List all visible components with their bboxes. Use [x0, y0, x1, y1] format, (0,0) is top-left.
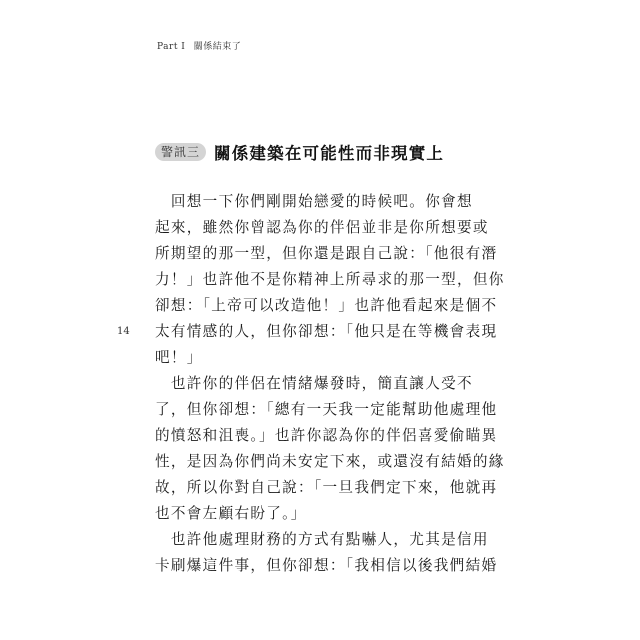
- running-head-part: Part I: [157, 42, 186, 52]
- body-line: 卻想：「上帝可以改造他！」也許他看起來是個不: [155, 297, 498, 314]
- body-line: 卡刷爆這件事，但你卻想：「我相信以後我們結婚: [155, 557, 498, 574]
- body-line: 回想一下你們剛開始戀愛的時候吧。你會想: [155, 193, 473, 210]
- body-line: 太有情感的人，但你卻想：「他只是在等機會表現: [155, 323, 498, 340]
- body-line: 力！」也許他不是你精神上所尋求的那一型，但你: [155, 271, 505, 288]
- body-line: 了，但你卻想：「總有一天我一定能幫助他處理他: [155, 401, 498, 418]
- section-title: 關係建築在可能性而非現實上: [214, 144, 445, 163]
- body-line: 吧！」: [155, 349, 203, 366]
- body-line: 也許你的伴侶在情緒爆發時，簡直讓人受不: [155, 375, 473, 392]
- body-line: 也不會左顧右盼了。」: [155, 505, 307, 522]
- body-line: 性，是因為你們尚未安定下來，或還沒有結婚的緣: [155, 453, 505, 470]
- body-line: 的憤怒和沮喪。」也許你認為你的伴侶喜愛偷瞄異: [155, 427, 498, 444]
- warning-badge: 警訊三: [155, 143, 206, 161]
- body-line: 也許他處理財務的方式有點嚇人，尤其是信用: [155, 531, 489, 548]
- body-line: 故，所以你對自己說：「一旦我們定下來，他就再: [155, 479, 498, 496]
- body-line: 所期望的那一型，但你還是跟自己說：「他很有潛: [155, 245, 498, 262]
- running-head-title: 關係結束了: [193, 42, 242, 52]
- section-heading: [155, 140, 444, 164]
- page-number: 14: [117, 326, 130, 337]
- body-line: 起來，雖然你曾認為你的伴侶並非是你所想要或: [155, 219, 489, 236]
- running-head: [157, 39, 241, 52]
